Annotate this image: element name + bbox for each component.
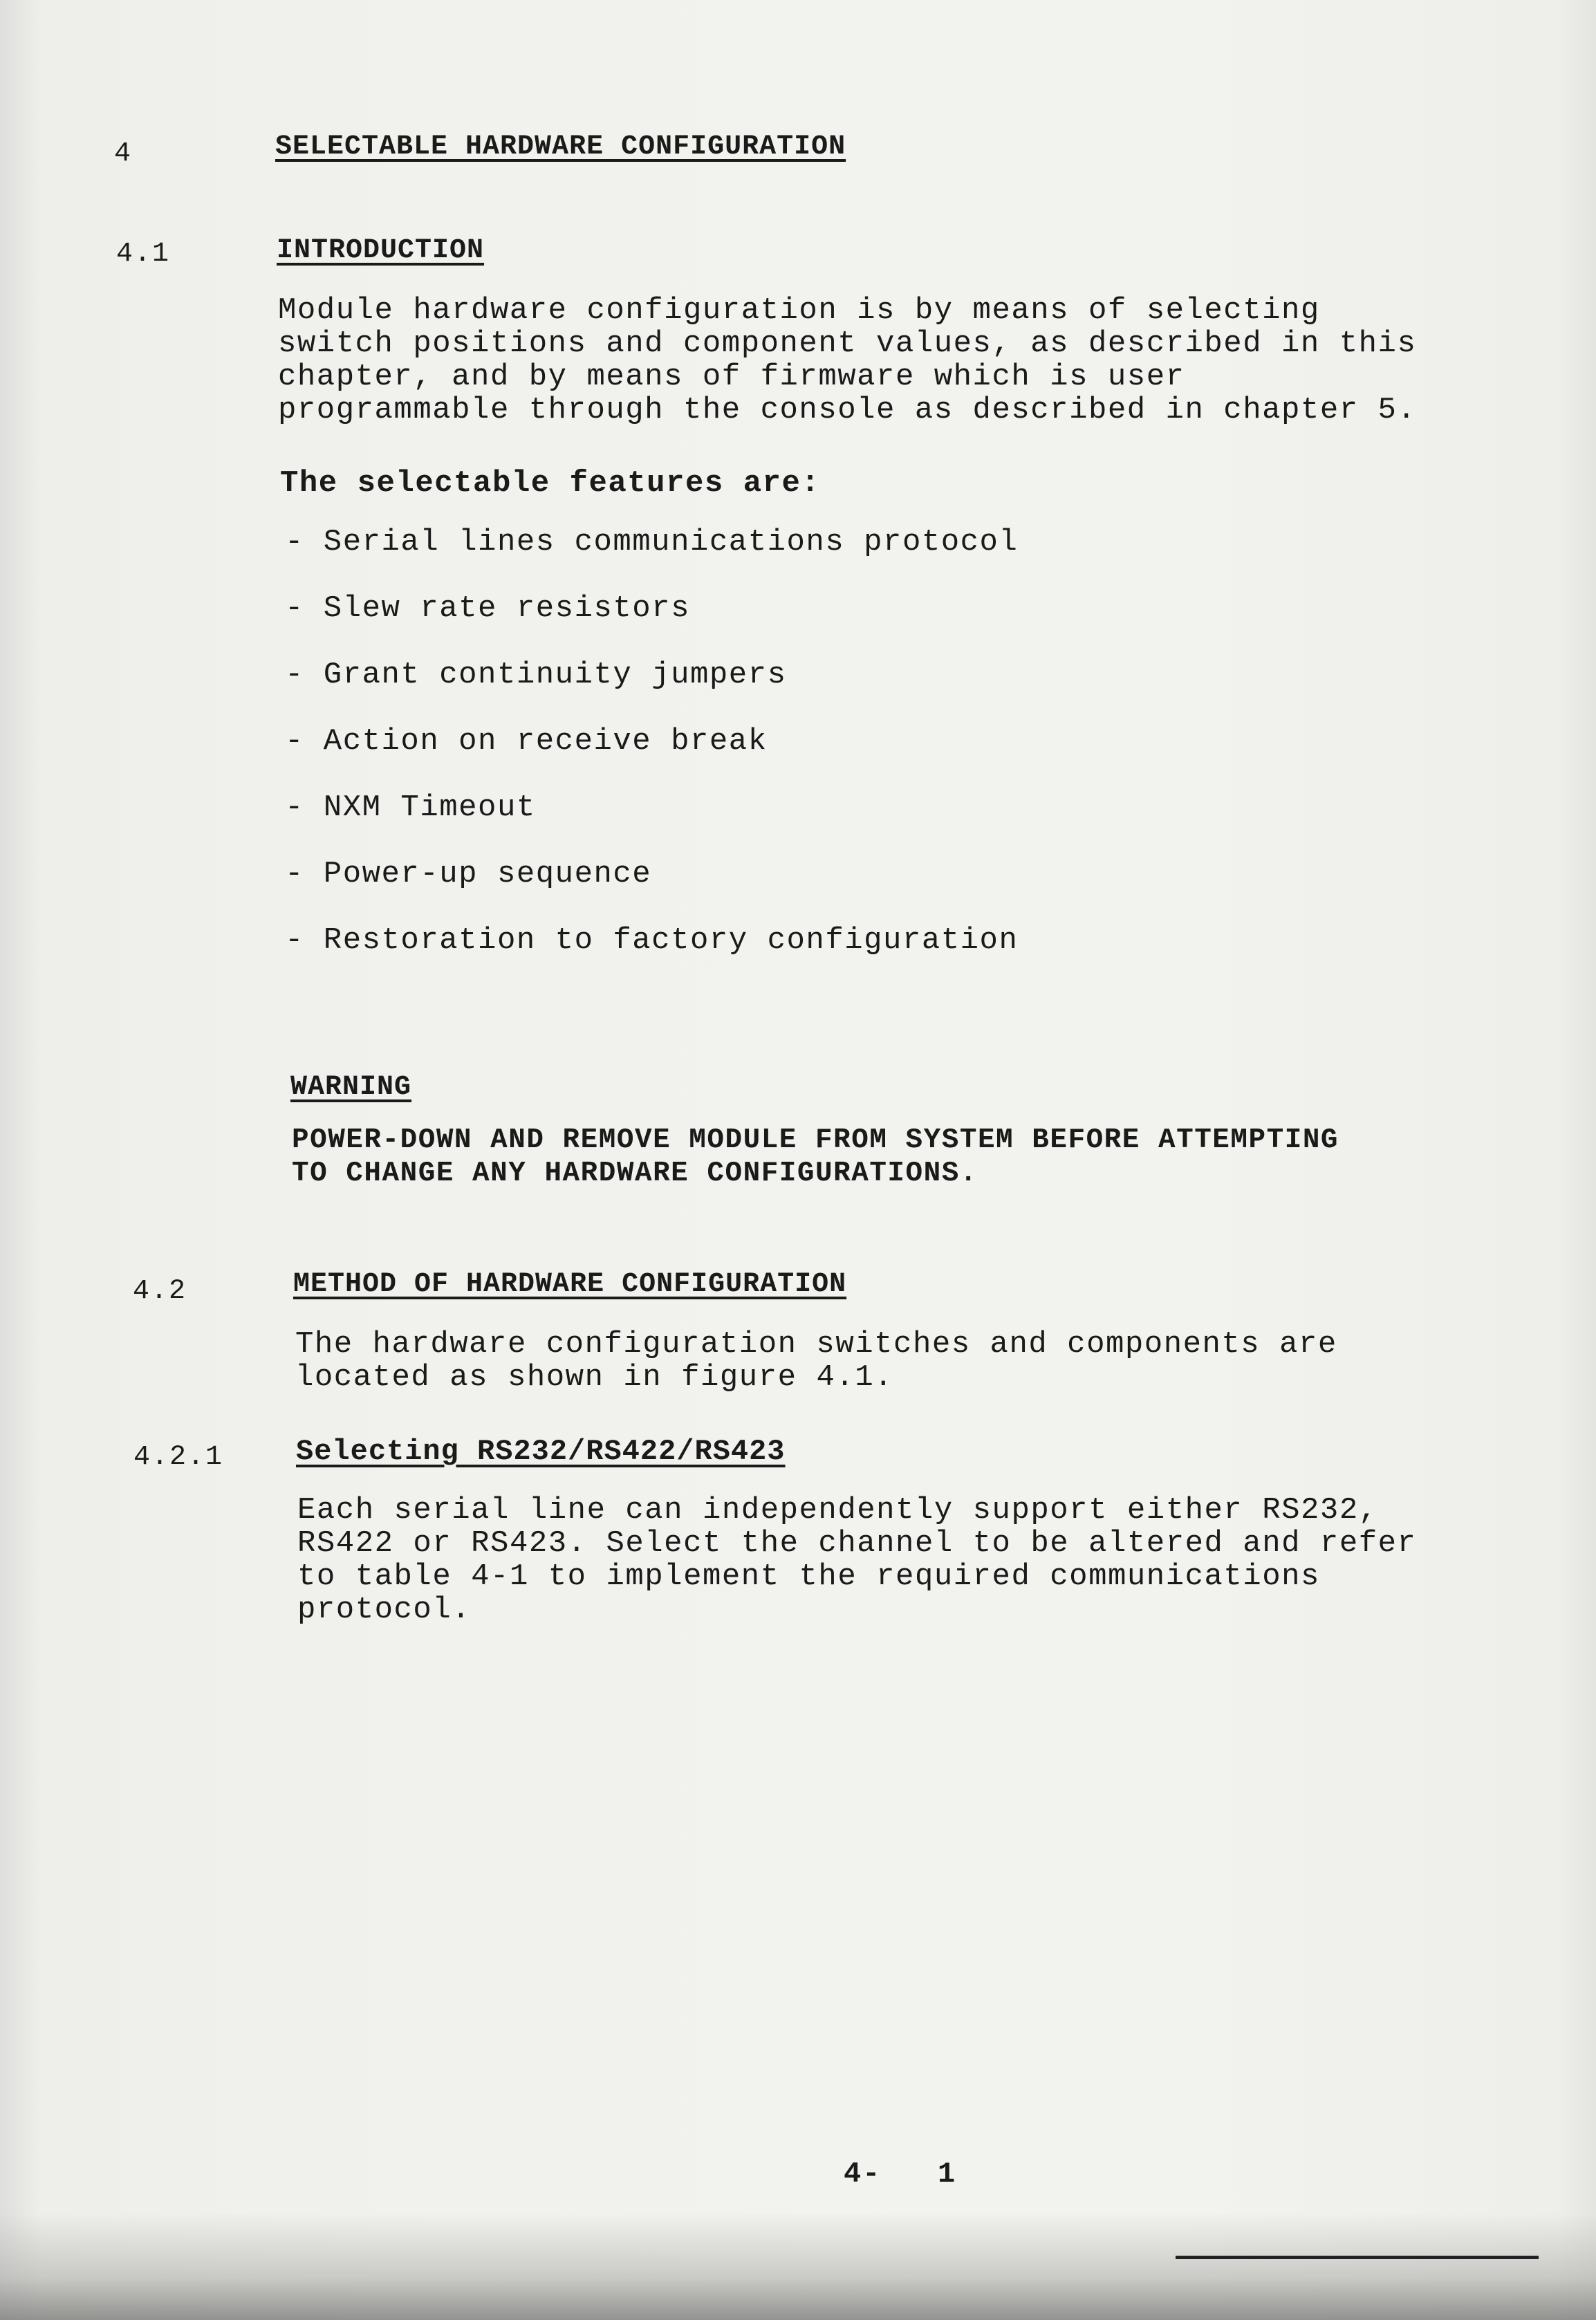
section-4-2-1-title: Selecting RS232/RS422/RS423 xyxy=(296,1435,786,1468)
page-number: 4- 1 xyxy=(844,2157,957,2191)
list-item: - Restoration to factory configuration xyxy=(285,923,1019,958)
section-4-2-number: 4.2 xyxy=(133,1276,187,1307)
section-4-2-title: METHOD OF HARDWARE CONFIGURATION xyxy=(293,1269,847,1300)
list-item: - Serial lines communications protocol xyxy=(285,525,1019,559)
section-4-title: SELECTABLE HARDWARE CONFIGURATION xyxy=(275,131,846,163)
list-item: - NXM Timeout xyxy=(285,790,536,825)
section-4-2-1-paragraph: Each serial line can independently support either RS232, RS422 or RS423. Select the channel to be altered and refer to table 4-1 to implement the required communications protocol. xyxy=(297,1493,1417,1627)
features-list xyxy=(285,526,1184,990)
list-item: - Power-up sequence xyxy=(285,857,652,891)
features-intro: The selectable features are: xyxy=(280,466,821,501)
section-4-2-1-number: 4.2.1 xyxy=(133,1442,224,1473)
show-through-text xyxy=(277,173,313,239)
page-bottom-shadow xyxy=(0,2213,1596,2320)
list-item: - Action on receive break xyxy=(285,724,768,759)
section-4-number: 4 xyxy=(114,138,133,169)
warning-title: WARNING xyxy=(290,1072,412,1103)
section-4-1-title: INTRODUCTION xyxy=(277,235,485,266)
list-item: - Slew rate resistors xyxy=(285,591,690,626)
introduction-paragraph: Module hardware configuration is by means of selecting switch positions and component values, as described in this chapter, and by means of firmware which is user programmable through the console as described in chapter 5. xyxy=(278,293,1417,427)
section-4-2-paragraph: The hardware configuration switches and components are located as shown in figure 4.1. xyxy=(295,1327,1337,1395)
paper-edge-line xyxy=(1176,2256,1539,2259)
section-4-1-number: 4.1 xyxy=(116,239,171,270)
list-item: - Grant continuity jumpers xyxy=(285,658,787,692)
warning-text: POWER-DOWN AND REMOVE MODULE FROM SYSTEM BEFORE ATTEMPTING TO CHANGE ANY HARDWARE CONFIGURATIONS. xyxy=(292,1124,1339,1189)
